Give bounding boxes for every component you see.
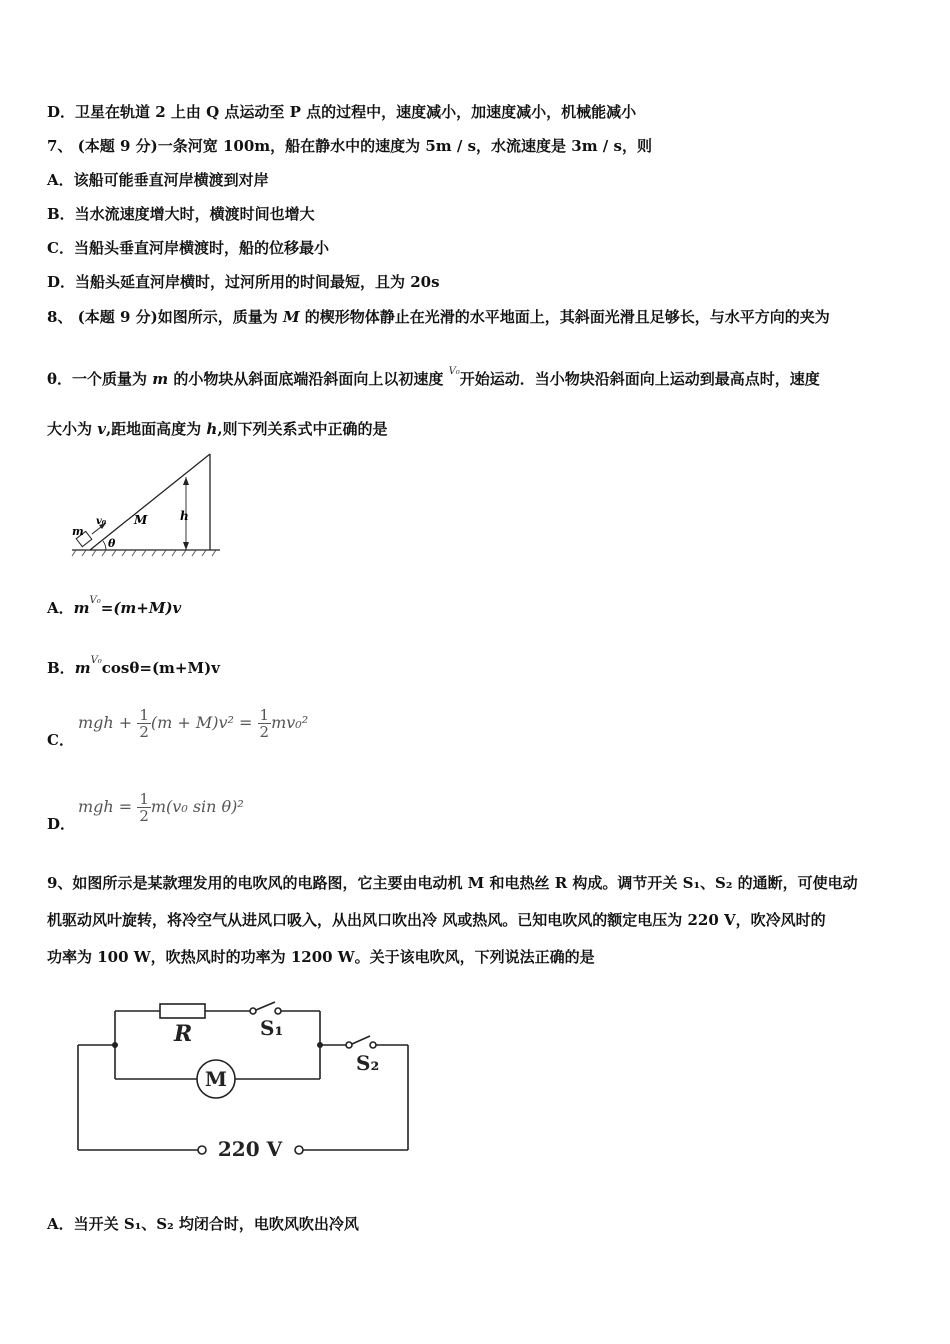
q8-stem-line3: 大小为 v,距地面高度为 h,则下列关系式中正确的是: [47, 420, 388, 438]
q9-stem-line2: 机驱动风叶旋转，将冷空气从进风口吸入，从出风口吹出冷 风或热风。已知电吹风的额定电压为 220 V，吹冷风时的: [47, 911, 826, 929]
voltage-label: 220 V: [217, 1137, 283, 1161]
q8-option-a: A．$m^{V_0}=(m+M)v$: [47, 595, 182, 617]
motor-label: M: [204, 1067, 228, 1091]
wedge-figure: [62, 450, 227, 560]
q7-option-a: A．该船可能垂直河岸横渡到对岸: [47, 171, 269, 189]
label-theta: θ: [108, 537, 116, 550]
q8-option-c: C．: [47, 731, 74, 749]
q9-stem-line3: 功率为 100 W，吹热风时的功率为 1200 W。关于该电吹风，下列说法正确的是: [47, 948, 595, 966]
q7-stem: 7、 (本题 9 分)一条河宽 100m，船在静水中的速度为 5m / s，水流速度是 3m / s，则: [47, 137, 652, 155]
q8-option-d: D．: [47, 815, 76, 833]
v0-symbol: V₀: [448, 366, 460, 377]
q8-option-d-formula: mgh = $\frac{1}{2}$ m(v₀ sin θ)²: [78, 790, 244, 825]
label-h: h: [180, 509, 189, 523]
q8-option-b: B．$m^{V_0}\cos\theta=(m+M)v$: [47, 655, 220, 677]
q9-option-a: A．当开关 S₁、S₂ 均闭合时，电吹风吹出冷风: [47, 1215, 359, 1233]
label-m: m: [72, 525, 84, 538]
q7-option-d: D．当船头延直河岸横时，过河所用的时间最短，且为 20s: [47, 273, 440, 291]
label-M: M: [134, 513, 148, 527]
q9-stem-line1: 9、如图所示是某款理发用的电吹风的电路图，它主要由电动机 M 和电热丝 R 构成。调节开关 S₁、S₂ 的通断，可使电动: [47, 874, 858, 892]
q7-option-c: C．当船头垂直河岸横渡时，船的位移最小: [47, 239, 329, 257]
q8-option-c-formula: mgh + $\frac{1}{2}$ (m + M)v² = $\frac{1}{2}$ mv₀²: [78, 706, 309, 741]
circuit-diagram: [70, 995, 420, 1165]
q6-option-d: D．卫星在轨道 2 上由 Q 点运动至 P 点的过程中，速度减小，加速度减小，机械能减小: [47, 103, 637, 121]
label-S1: S₁: [260, 1016, 284, 1040]
q7-option-b: B．当水流速度增大时，横渡时间也增大: [47, 205, 315, 223]
label-S2: S₂: [356, 1051, 380, 1075]
label-v0: v₀: [96, 516, 107, 527]
label-R: R: [174, 1021, 193, 1047]
q8-stem-line1: 8、 (本题 9 分)如图所示，质量为 M 的楔形物体静止在光滑的水平地面上，其斜面光滑且足够长，与水平方向的夹为: [47, 308, 830, 326]
q8-stem-line2: θ．一个质量为 m 的小物块从斜面底端沿斜面向上以初速度 $^{V_0}$开始运动．当小物块沿斜面向上运动到最高点时，速度: [47, 366, 820, 388]
